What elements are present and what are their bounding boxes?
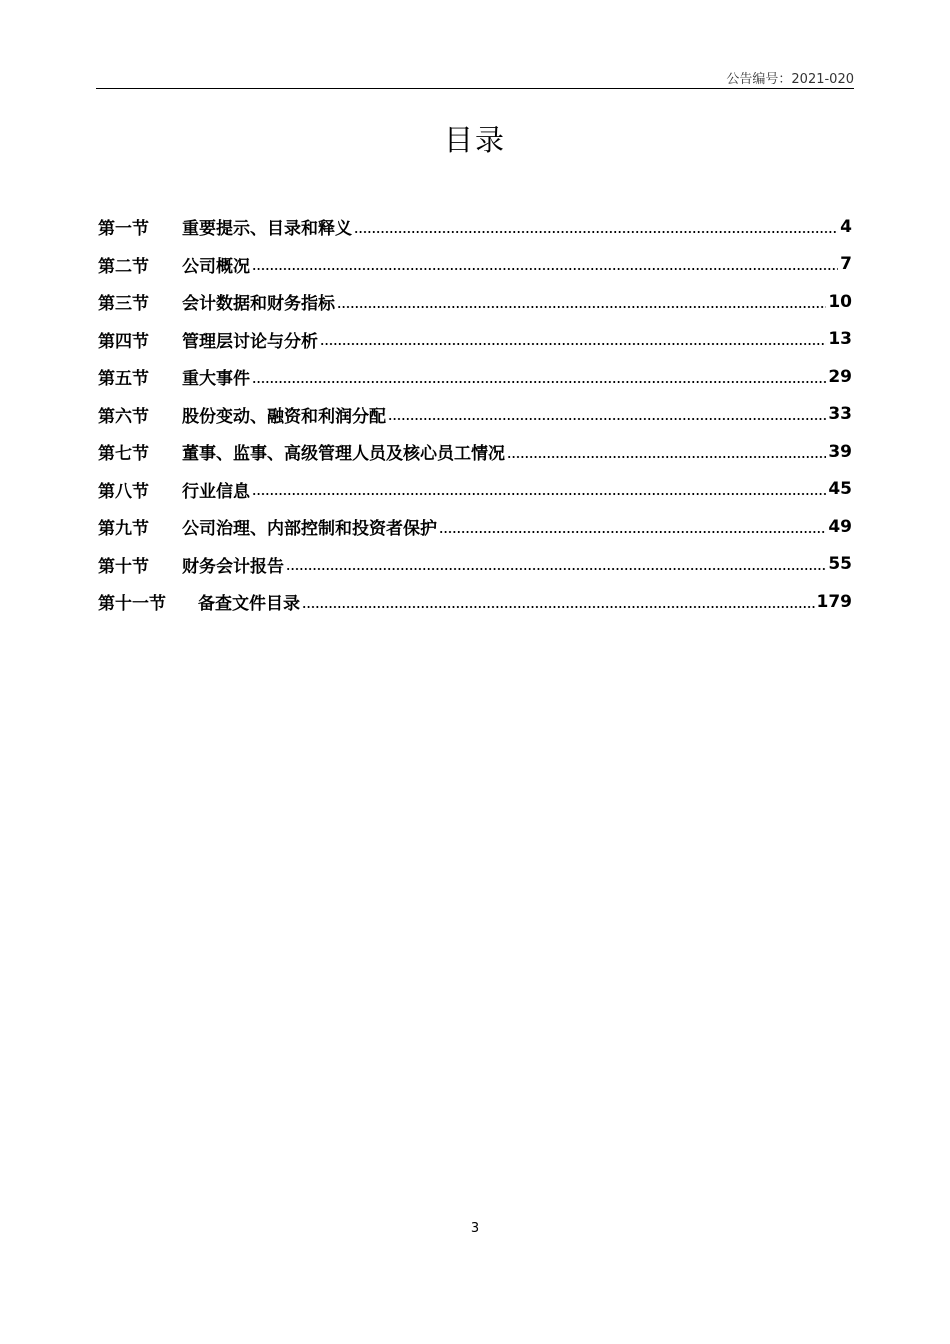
dot-leader [252,267,838,271]
toc-section-number: 第一节 [98,219,149,240]
toc-page-number: 49 [828,516,852,537]
toc-section-number: 第八节 [98,481,149,502]
toc-page-number: 13 [828,329,852,350]
toc-section-title: 财务会计报告 [182,556,284,577]
announcement-number: 公告编号：2021-020 [726,72,854,87]
dot-leader [507,455,826,459]
toc-section-title: 管理层讨论与分析 [182,331,318,352]
dot-leader [252,492,826,496]
dot-leader [354,230,838,234]
toc-section-number: 第三节 [98,294,149,315]
toc-section-title: 公司治理、内部控制和投资者保护 [182,519,437,540]
toc-entry-8[interactable] [98,471,852,509]
dot-leader [302,605,815,609]
toc-entry-11[interactable] [98,583,852,621]
toc-section-title: 会计数据和财务指标 [182,294,335,315]
dot-leader [439,530,826,534]
toc-section-number: 第二节 [98,256,149,277]
toc-entry-4[interactable] [98,321,852,359]
toc-section-title: 董事、监事、高级管理人员及核心员工情况 [182,444,505,465]
table-of-contents [98,208,852,621]
toc-entry-10[interactable] [98,546,852,584]
toc-section-number: 第九节 [98,519,149,540]
toc-page-number: 29 [828,366,852,387]
toc-entry-9[interactable] [98,508,852,546]
toc-entry-5[interactable] [98,358,852,396]
toc-entry-7[interactable] [98,433,852,471]
toc-section-title: 备查文件目录 [198,594,300,615]
toc-page-number: 4 [840,216,852,237]
dot-leader [286,567,826,571]
toc-entry-3[interactable] [98,283,852,321]
toc-section-number: 第五节 [98,369,149,390]
toc-page-number: 33 [828,404,852,425]
toc-section-title: 行业信息 [182,481,250,502]
toc-section-number: 第四节 [98,331,149,352]
toc-section-title: 股份变动、融资和利润分配 [182,406,386,427]
toc-entry-2[interactable] [98,246,852,284]
dot-leader [388,417,826,421]
dot-leader [337,305,826,309]
toc-page-number: 45 [828,479,852,500]
toc-section-number: 第七节 [98,444,149,465]
toc-section-title: 重要提示、目录和释义 [182,219,352,240]
toc-page-number: 10 [828,291,852,312]
toc-section-title: 公司概况 [182,256,250,277]
toc-title: 目录 [443,123,506,157]
dot-leader [252,380,826,384]
toc-section-title: 重大事件 [182,369,250,390]
toc-entry-6[interactable] [98,396,852,434]
toc-page-number: 39 [828,441,852,462]
toc-page-number: 179 [816,591,852,612]
toc-page-number: 55 [828,554,852,575]
toc-section-number: 第十节 [98,556,149,577]
page-number: 3 [470,1221,480,1236]
toc-entry-1[interactable] [98,208,852,246]
toc-page-number: 7 [840,254,852,275]
dot-leader [320,342,826,346]
header-divider [96,88,854,89]
toc-section-number: 第六节 [98,406,149,427]
toc-section-number: 第十一节 [98,594,166,615]
